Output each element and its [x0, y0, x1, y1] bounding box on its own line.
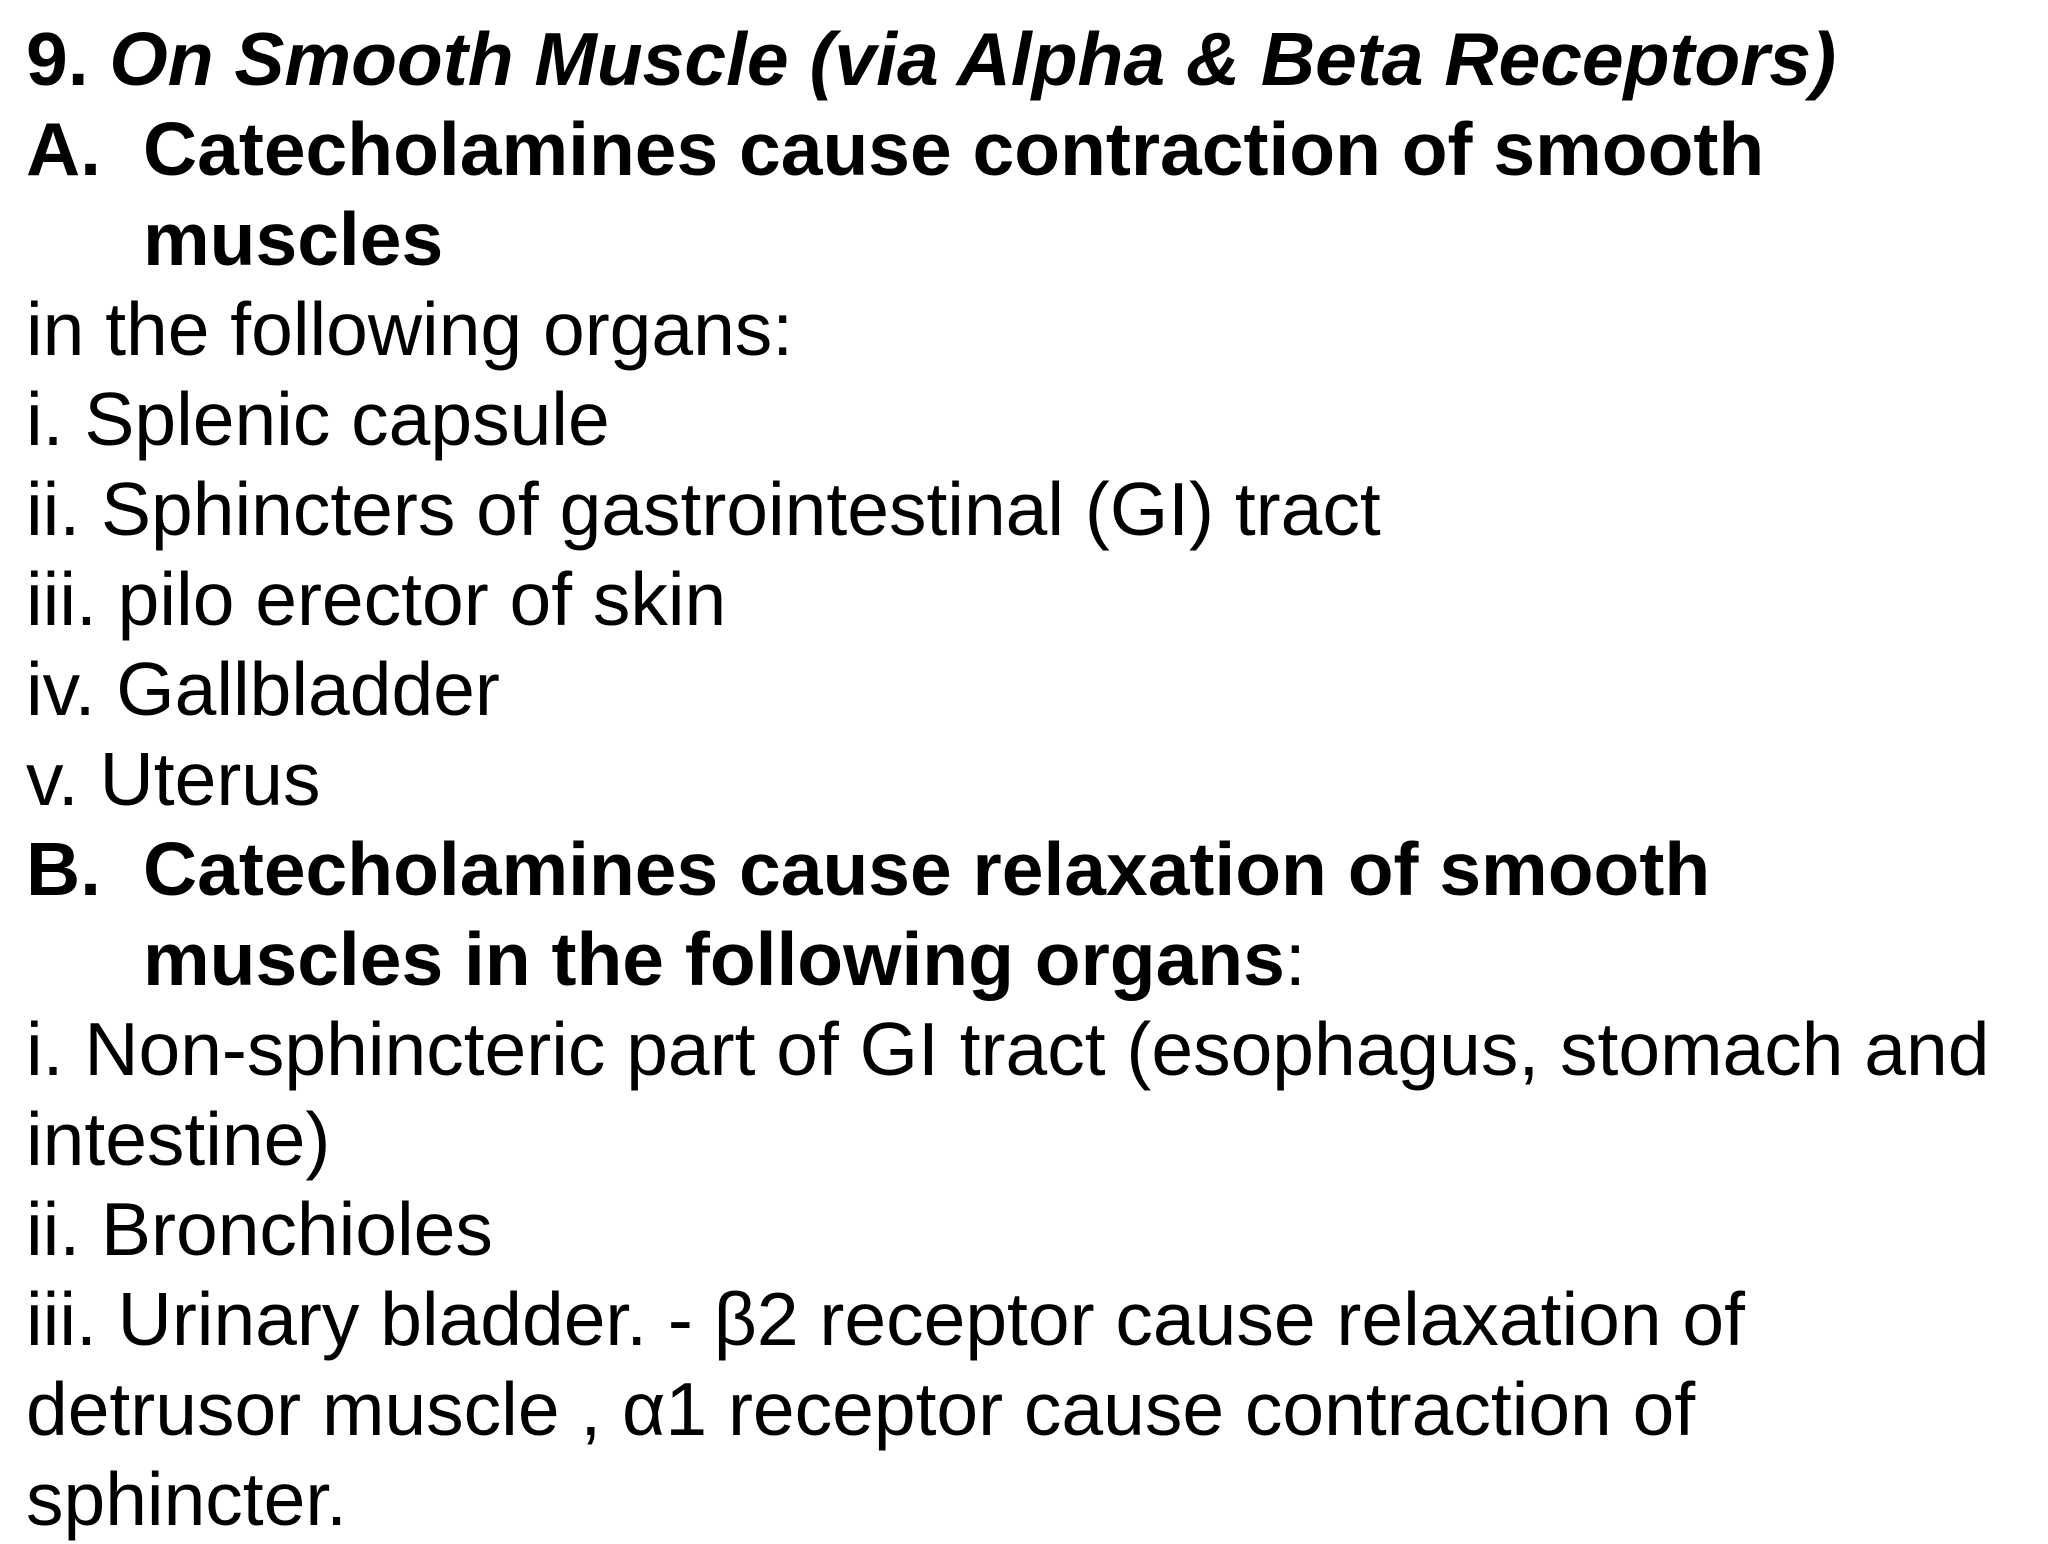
section-a-marker: A.: [26, 107, 101, 191]
list-item: iv. Gallbladder: [26, 647, 500, 731]
section-b-heading-line1: Catecholamines cause relaxation of smooth: [143, 827, 1711, 911]
slide-content: [26, 14, 2026, 1544]
section-b-marker: B.: [26, 827, 101, 911]
list-item: iii. pilo erector of skin: [26, 557, 727, 641]
section-b-heading-line2: [26, 914, 2026, 1004]
section-a-heading-line1: Catecholamines cause contraction of smooth: [143, 107, 1765, 191]
list-item: iii. Urinary bladder. - β2 receptor cause relaxation of: [26, 1277, 1745, 1361]
title-number: 9.: [26, 17, 89, 101]
list-item: i. Splenic capsule: [26, 377, 610, 461]
list-item: ii. Sphincters of gastrointestinal (GI) tract: [26, 467, 1381, 551]
list-item-continuation: sphincter.: [26, 1457, 348, 1541]
section-b-heading-line2-text: muscles in the following organs: [143, 917, 1285, 1001]
list-item-continuation: detrusor muscle , α1 receptor cause contraction of: [26, 1367, 1696, 1451]
title-text: On Smooth Muscle (via Alpha & Beta Receptors): [109, 17, 1837, 101]
list-item-continuation: intestine): [26, 1097, 331, 1181]
section-a-intro: in the following organs:: [26, 287, 794, 371]
section-a-heading: [26, 104, 2026, 194]
list-item: i. Non-sphincteric part of GI tract (esophagus, stomach and: [26, 1007, 1990, 1091]
list-item: ii. Bronchioles: [26, 1187, 493, 1271]
list-item: v. Uterus: [26, 737, 321, 821]
section-a-heading-line2: muscles: [143, 197, 444, 281]
section-b-heading-colon: :: [1284, 917, 1306, 1001]
slide-title: [26, 14, 2026, 104]
section-b-heading: [26, 824, 2026, 914]
